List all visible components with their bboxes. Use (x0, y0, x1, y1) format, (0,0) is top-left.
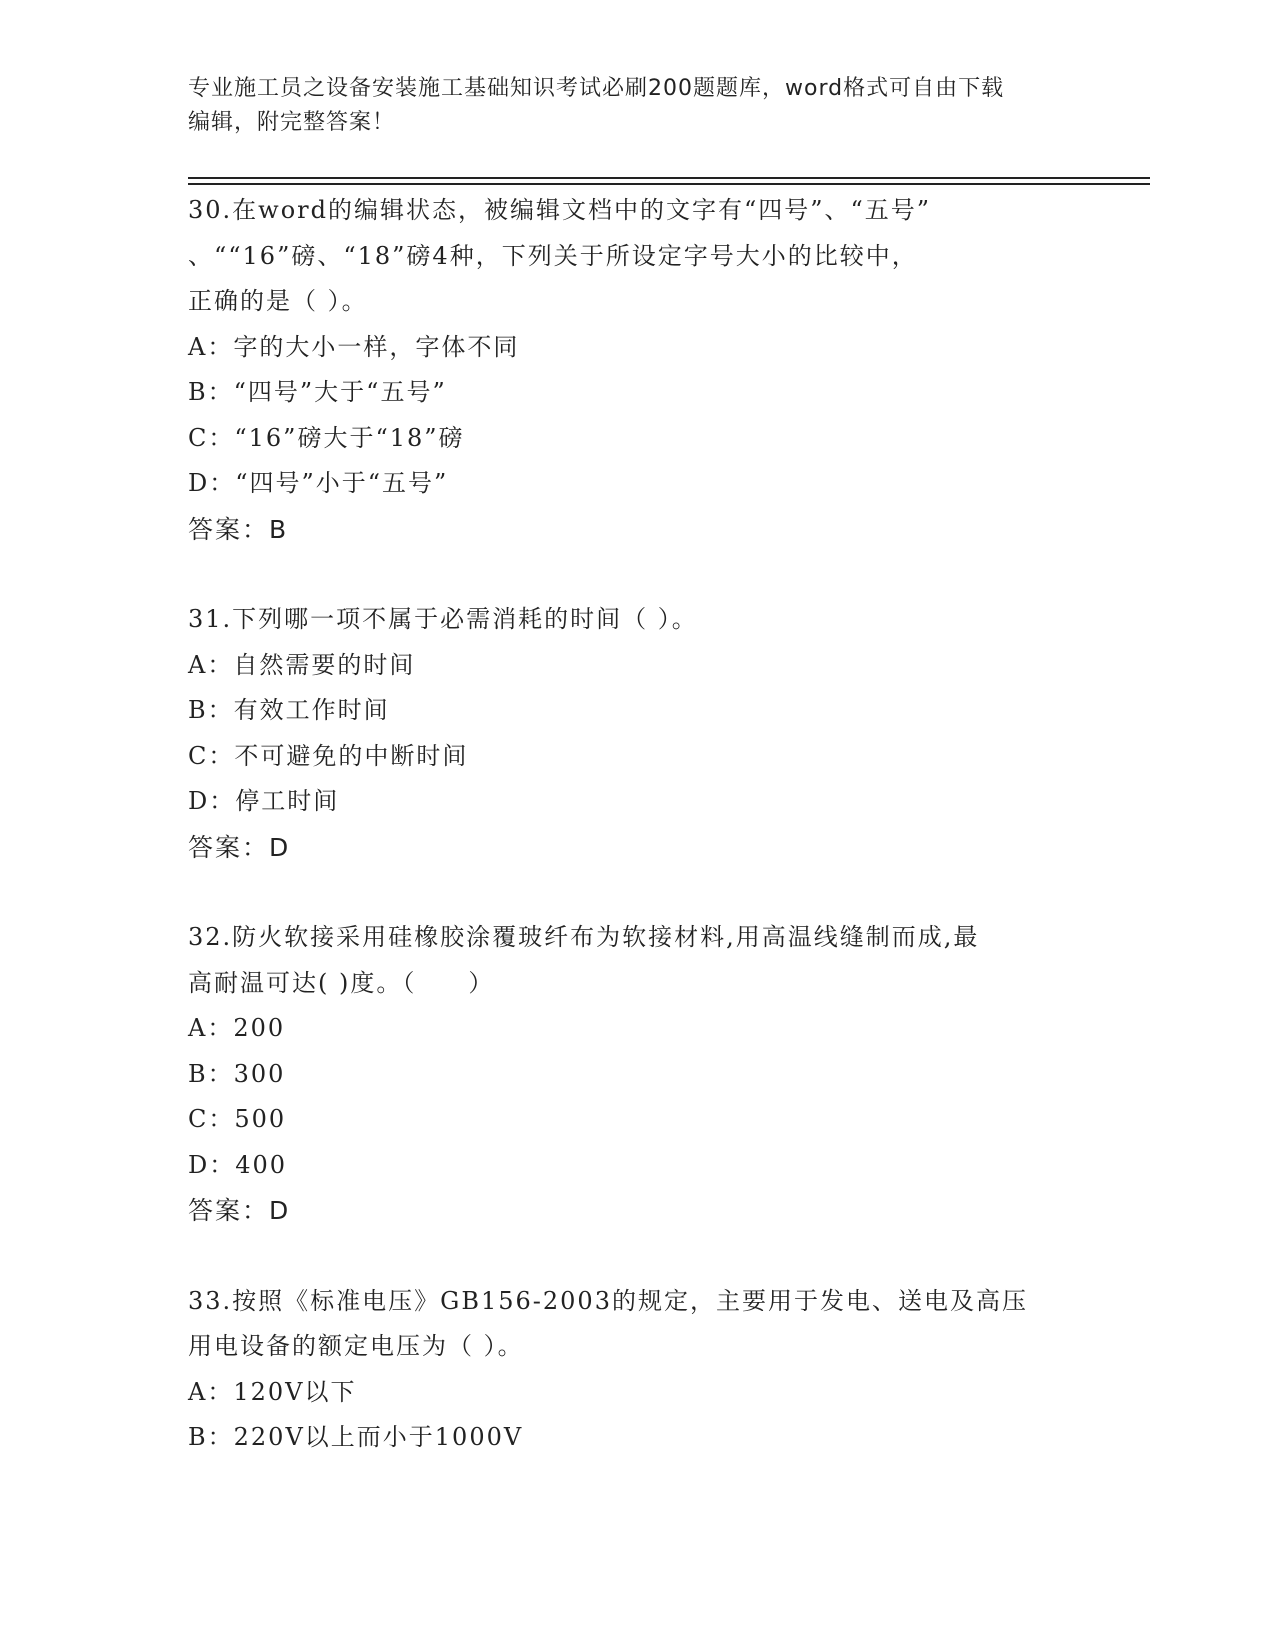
question-list (188, 188, 1108, 1461)
option-c: C：500 (188, 1105, 287, 1133)
document-header (188, 72, 1088, 140)
option-d: D：400 (188, 1150, 288, 1179)
question-line: 、““16”磅、“18”磅4种，下列关于所设定字号大小的比较中， (188, 241, 918, 270)
answer-label: 答案：D (188, 1196, 291, 1225)
option-b: B：220V以上而小于1000V (188, 1423, 524, 1451)
question-30 (188, 188, 1108, 552)
question-spacer (188, 552, 1108, 597)
answer-label: 答案：D (188, 832, 291, 862)
question-spacer (188, 1234, 1108, 1279)
question-line: 33.按照《标准电压》GB156-2003的规定，主要用于发电、送电及高压 (188, 1286, 1028, 1315)
option-d: D：停工时间 (188, 787, 340, 815)
answer-label: 答案：B (188, 514, 289, 544)
option-c: C：不可避免的中断时间 (188, 741, 469, 770)
question-text (188, 188, 1108, 325)
question-line: 高耐温可达( )度。（ ） (188, 968, 495, 997)
question-32 (188, 915, 1108, 1234)
option-a: A：自然需要的时间 (188, 650, 416, 679)
question-text (188, 1279, 1108, 1370)
option-b: B：“四号”大于“五号” (188, 378, 447, 406)
option-b: B：300 (188, 1059, 286, 1088)
question-33 (188, 1279, 1108, 1461)
question-line: 31.下列哪一项不属于必需消耗的时间（ ）。 (188, 605, 698, 633)
option-a: A：字的大小一样，字体不同 (188, 332, 520, 361)
option-b: B：有效工作时间 (188, 696, 390, 724)
question-spacer (188, 870, 1108, 915)
question-line: 30.在word的编辑状态，被编辑文档中的文字有“四号”、“五号” (188, 196, 932, 224)
question-31 (188, 597, 1108, 870)
question-text (188, 915, 1108, 1006)
question-line: 正确的是（ ）。 (188, 287, 368, 315)
option-d: D：“四号”小于“五号” (188, 469, 449, 497)
header-line-1: 专业施工员之设备安装施工基础知识考试必刷200题题库，word格式可自由下载 (188, 76, 1005, 101)
question-line: 32.防火软接采用硅橡胶涂覆玻纤布为软接材料,用高温线缝制而成,最 (188, 923, 980, 951)
header-line-2: 编辑，附完整答案！ (188, 110, 396, 135)
header-divider-top (188, 177, 1150, 179)
question-text (188, 597, 1108, 643)
question-line: 用电设备的额定电压为（ ）。 (188, 1332, 524, 1360)
option-a: A：200 (188, 1014, 286, 1042)
header-divider-bottom (188, 183, 1150, 185)
option-a: A：120V以下 (188, 1377, 357, 1406)
option-c: C：“16”磅大于“18”磅 (188, 423, 465, 452)
